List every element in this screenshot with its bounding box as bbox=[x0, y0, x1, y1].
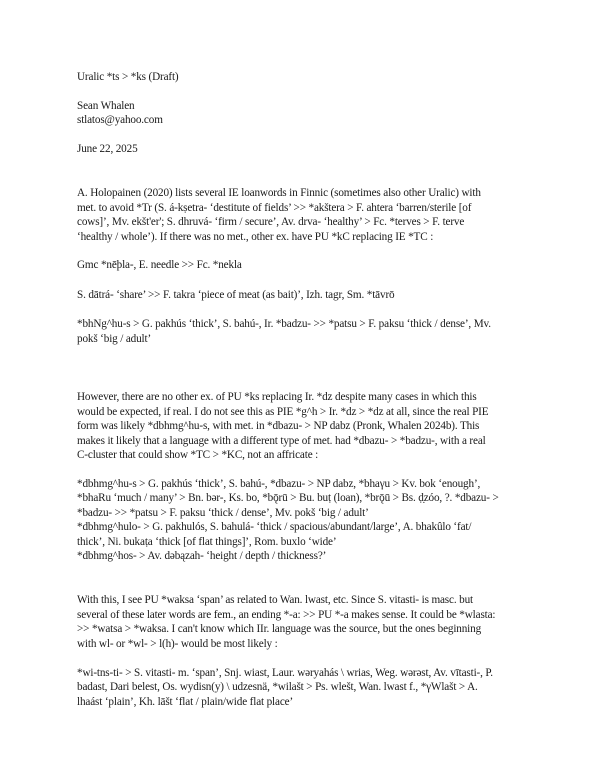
paragraph-line: C-cluster that could show *TC > *KC, not an affricate : bbox=[77, 449, 319, 461]
document-date: June 22, 2025 bbox=[77, 143, 138, 155]
paragraph-line: would be expected, if real. I do not see this as PIE *g^h > Ir. *dz > *dz at all, since the real PIE bbox=[77, 406, 489, 418]
paragraph-line: A. Holopainen (2020) lists several IE loanwords in Finnic (sometimes also other Uralic) with bbox=[77, 187, 481, 199]
paragraph-line: badast, Dari belest, Os. wydisn(y) \ udzesnä, *wilašt > Ps. wlešt, Wan. lwast f., *γWlašt > A. bbox=[77, 681, 478, 693]
document-title: Uralic *ts > *ks (Draft) bbox=[77, 71, 179, 83]
example-line: pokš ‘big / adult’ bbox=[77, 333, 152, 345]
list-item: *bhaRu ‘much / many’ > Bn. bər-, Ks. bo, *bǭrū > Bu. buṭ (loan), *brǭū > Bs. ḍ̣zóo, ?. *dbazu- > bbox=[77, 492, 499, 504]
paragraph-line: met. to avoid *Tr (S. á-kṣetra- ‘destitute of fields’ >> *akštera > F. ahtera ‘barren/sterile [of bbox=[77, 202, 472, 214]
paragraph-line: form was likely *dbhmg^hu-s, with met. in *dbazu- > NP dabz (Pronk, Whalen 2024b). This bbox=[77, 420, 480, 432]
example-line: S. dātrá- ‘share’ >> F. takra ‘piece of meat (as bait)’, Izh. tagr, Sm. *tāvrō bbox=[77, 289, 395, 301]
list-item: *badzu- >> *patsu > F. paksu ‘thick / dense’, Mv. pokš ‘big / adult’ bbox=[77, 507, 369, 519]
paragraph-line: with wl- or *wl- > l(h)- would be most likely : bbox=[77, 638, 278, 650]
example-line: *bhNg^hu-s > G. pakhús ‘thick’, S. bahú-, Ir. *badzu- >> *patsu > F. paksu ‘thick / dense’, Mv. bbox=[77, 318, 491, 330]
paragraph-line: *wi-tns-ti- > S. vitasti- m. ‘span’, Snj. wiast, Laur. wəryahás \ wrias, Weg. wərəst, Av. vītasti-, P. bbox=[77, 667, 493, 679]
author-email: stlatos@yahoo.com bbox=[77, 114, 163, 126]
list-item: *dbhmg^hu-s > G. pakhús ‘thick’, S. bahú-, *dbazu- > NP dabz, *bhaγu > Kv. bok ‘enough’, bbox=[77, 478, 481, 490]
author-name: Sean Whalen bbox=[77, 100, 135, 112]
list-item: thick’, Ni. bukaṭa ‘thick [of flat things]’, Rom. buxlo ‘wide’ bbox=[77, 536, 337, 548]
paragraph-line: makes it likely that a language with a different type of met. had *dbazu- > *badzu-, with a real bbox=[77, 435, 486, 447]
paragraph-line: However, there are no other ex. of PU *ks replacing Ir. *dz despite many cases in which this bbox=[77, 391, 477, 403]
list-item: *dbhmg^hulo- > G. pakhulós, S. bahulá- ‘thick / spacious/abundant/large’, A. bhakûlo ‘fat/ bbox=[77, 521, 472, 533]
paragraph-line: several of these later words are fem., an ending *-a: >> PU *-a makes sense. It could be *wlasta: bbox=[77, 609, 496, 621]
paragraph-line: cows]’, Mv. ekšt'er'; S. dhruvá- ‘firm / secure’, Av. drva- ‘healthy’ > Fc. *terves > F. terve bbox=[77, 216, 465, 228]
paragraph-line: With this, I see PU *waksa ‘span’ as related to Wan. lwast, etc. Since S. vitasti- is masc. but bbox=[77, 594, 473, 606]
paragraph-line: >> *watsa > *waksa. I can't know which IIr. language was the source, but the ones beginning bbox=[77, 623, 482, 635]
paragraph-line: lhaást ‘plain’, Kh. lāšt ‘flat / plain/wide flat place’ bbox=[77, 696, 294, 708]
paragraph-line: ‘healthy / whole’). If there was no met., other ex. have PU *kC replacing IE *TC : bbox=[77, 231, 434, 243]
example-line: Gmc *nēþla-, E. needle >> Fc. *nekla bbox=[77, 259, 242, 271]
list-item: *dbhmg^hos- > Av. dəbązah- ‘height / depth / thickness?’ bbox=[77, 550, 327, 562]
